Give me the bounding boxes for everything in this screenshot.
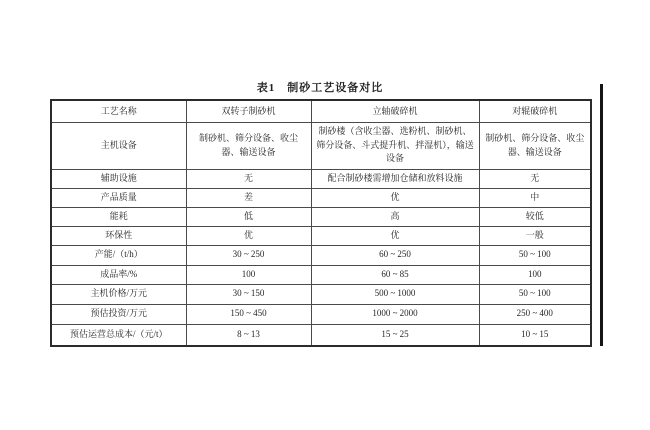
- row-label: 环保性: [51, 226, 186, 245]
- table-row: [51, 122, 591, 169]
- header-vertical-shaft: 立轴破碎机: [311, 100, 479, 122]
- table-cell: 无: [186, 169, 311, 188]
- table-row: [51, 284, 591, 304]
- table-cell: 150 ~ 450: [186, 304, 311, 324]
- table-row: [51, 324, 591, 346]
- table-cell: 250 ~ 400: [479, 304, 591, 324]
- row-label: 产能/（t/h）: [51, 245, 186, 265]
- table-cell: 高: [311, 207, 479, 226]
- row-label: 主机价格/万元: [51, 284, 186, 304]
- table-row: [51, 265, 591, 284]
- table-cell: 30 ~ 250: [186, 245, 311, 265]
- header-roll-crusher: 对辊破碎机: [479, 100, 591, 122]
- table-header-row: [51, 100, 591, 122]
- row-label: 主机设备: [51, 122, 186, 169]
- table-cell: 差: [186, 188, 311, 207]
- row-label: 预估运营总成本/（元/t）: [51, 324, 186, 346]
- table-cell: 配合制砂楼需增加仓储和放料设施: [311, 169, 479, 188]
- table-cell: 制砂机、筛分设备、收尘器、输送设备: [186, 122, 311, 169]
- table-cell: 无: [479, 169, 591, 188]
- table-row: [51, 226, 591, 245]
- table-cell: 低: [186, 207, 311, 226]
- header-double-rotor: 双转子制砂机: [186, 100, 311, 122]
- row-label: 辅助设施: [51, 169, 186, 188]
- table-cell: 10 ~ 15: [479, 324, 591, 346]
- table-cell: 制砂楼（含收尘器、选粉机、制砂机、筛分设备、斗式提升机、拌湿机），输送设备: [311, 122, 479, 169]
- table-cell: 15 ~ 25: [311, 324, 479, 346]
- table-cell: 100: [479, 265, 591, 284]
- row-label: 成品率/%: [51, 265, 186, 284]
- table-cell: 优: [311, 188, 479, 207]
- table-cell: 50 ~ 100: [479, 284, 591, 304]
- table-cell: 60 ~ 250: [311, 245, 479, 265]
- comparison-table: [50, 99, 592, 347]
- table-cell: 100: [186, 265, 311, 284]
- table-cell: 1000 ~ 2000: [311, 304, 479, 324]
- table-row: [51, 207, 591, 226]
- table-cell: 中: [479, 188, 591, 207]
- table-cell: 较低: [479, 207, 591, 226]
- table-cell: 制砂机、筛分设备、收尘器、输送设备: [479, 122, 591, 169]
- table-cell: 500 ~ 1000: [311, 284, 479, 304]
- table-row: [51, 245, 591, 265]
- table-cell: 8 ~ 13: [186, 324, 311, 346]
- table-row: [51, 304, 591, 324]
- row-label: 能耗: [51, 207, 186, 226]
- scan-edge-artifact: [600, 84, 603, 346]
- table-row: [51, 188, 591, 207]
- table-cell: 优: [186, 226, 311, 245]
- table-cell: 优: [311, 226, 479, 245]
- row-label: 预估投资/万元: [51, 304, 186, 324]
- table-cell: 60 ~ 85: [311, 265, 479, 284]
- row-label: 产品质量: [51, 188, 186, 207]
- table-cell: 一般: [479, 226, 591, 245]
- table-cell: 50 ~ 100: [479, 245, 591, 265]
- table-cell: 30 ~ 150: [186, 284, 311, 304]
- table-row: [51, 169, 591, 188]
- header-process-name: 工艺名称: [51, 100, 186, 122]
- table-title: 表1 制砂工艺设备对比: [256, 82, 384, 94]
